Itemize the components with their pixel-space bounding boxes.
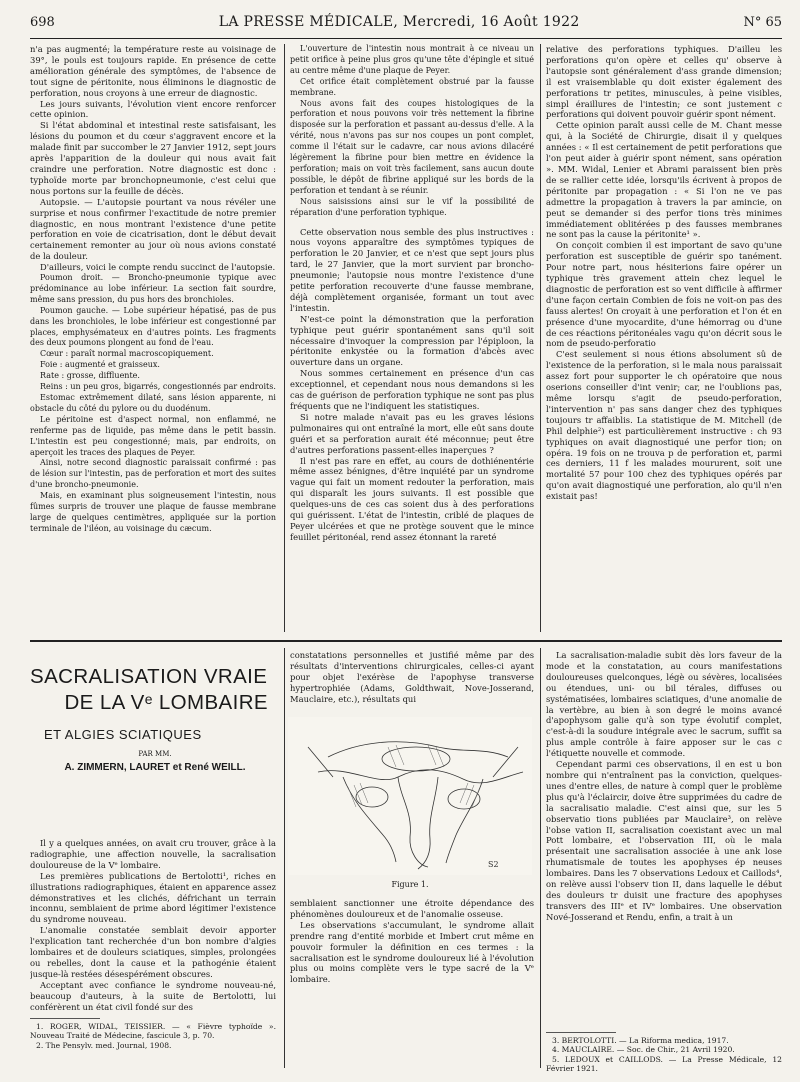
figure-background bbox=[288, 717, 532, 875]
paragraph: Poumon droit. — Broncho-pneumonie typique avec prédominance au lobe inférieur. La section fait sourdre, même sans pression, du pus hors des bronchioles. bbox=[30, 273, 276, 304]
article-column-2-top bbox=[290, 650, 534, 714]
page-header bbox=[30, 14, 782, 38]
paragraph: Nous avons fait des coupes histologiques de la perforation et nous pouvons voir très nettement la fibrine disposée sur la perforation et passant au-dessus d'elle. A la vérité, nous n'avons pas sur nos coupes un pont complet, comme il l'était sur le cadavre, car nous avions dilacéré légèrement la fibrine pour bien mettre en évidence la perforation; mais on voit très facilement, sans aucun doute possible, le dépôt de fibrine appliqué sur les bords de la perforation et tendant à se réunir. bbox=[290, 98, 534, 195]
paragraph: Cette observation nous semble des plus instructives : nous voyons apparaître des symptômes typiques de perforation le 20 Janvier, et ce n'est que sept jours plus tard, le 27 Janvier, que la mort survient par broncho-pneumonie; l'autopsie nous montre l'existence d'une petite perforation recouverte d'une fausse membrane, déjà complètement organisée, formant un tout avec l'intestin. bbox=[290, 226, 534, 313]
paragraph: Si notre malade n'avait pas eu les graves lésions pulmonaires qui ont entraîné la mort, elle eût sans doute guéri et sa perforation aurait été méconnue; peut être d'autres perforations passent-elles inaperçues ? bbox=[290, 411, 534, 455]
paragraph: Cependant parmi ces observations, il en est u bon nombre qui n'entraînent pas la conviction, quelques-unes d'entre elles, de nature à compl quer le problème plus qu'à l'éclaircir, doive être supprimées du cadre de la sacralisatio maladie. C'est ainsi que, sur les 5 observatio tions publiées par Mauclaire³, on relève l'obse vation II, sacralisation coexistant avec un mal Pott lombaire, et l'observation III, où le mala présentait une sacralisation associée à une ank lose rhumatismale de toutes les apophyses ép neuses lombaires. Dans les 7 observations Ledoux et Caillods⁴, on relève aussi l'observ tion II, dans laquelle le début des douleurs tr duisit une fracture des apophyses transvers des IIIᵉ et IVᵉ lombaires. Une observation Nové-Josserand et Rendu, enfin, a trait à un bbox=[546, 759, 782, 922]
paragraph: relative des perforations typhiques. D'ailleu les perforations qu'on opère et celles qu' observe à l'autopsie sont généralement d'ass grande dimension; il est vraisemblable qu doit exister également des perforations tr petites, minuscules, à peine visibles, simpl éraillures de l'intestin; ce sont justement c perforations qui doivent pouvoir guérir spont nément. bbox=[546, 44, 782, 120]
footnote: 4. MAUCLAIRE. — Soc. de Chir., 21 Avril 1920. bbox=[552, 1045, 735, 1055]
paragraph: Il n'est pas rare en effet, au cours de dothiénentérie même assez bénignes, d'être inquiété par un syndrome vague qui fait un moment redouter la perforation, mais qui disparaît les jours suivants. Il est possible que quelques-uns de ces cas soient dus à des perforations qui guérissent. L'état de l'intestin, criblé de plaques de Peyer ulcérées et que ne protège souvent que le mince feuillet péritonéal, rend assez étonnant la rareté bbox=[290, 455, 534, 542]
paragraph: D'ailleurs, voici le compte rendu succinct de l'autopsie. bbox=[40, 262, 276, 273]
paragraph: Autopsie. — L'autopsie pourtant va nous révéler une surprise et nous confirmer l'exactitude de notre premier diagnostic, en nous montrant l'existence d'une petite perforation en voie de cicatrisation, dont le début devait certainement remonter au jour où nous avions constaté de la douleur. bbox=[30, 196, 276, 262]
paragraph: Foie : augmenté et graisseux. bbox=[40, 360, 160, 370]
article-column-3 bbox=[546, 650, 782, 1028]
figure-caption: Figure 1. bbox=[391, 880, 429, 889]
paragraph: Les jours suivants, l'évolution vient encore renforcer cette opinion. bbox=[30, 98, 276, 120]
paragraph: Les observations s'accumulant, le syndrome allait prendre rang d'entité morbide et Imbert crut même en pouvoir formuler la définition en ces termes : la sacralisation est le syndrome douloureux lié à l'évolution plus ou moins complète vers le type sacré de la Vᵉ lombaire. bbox=[290, 919, 534, 985]
paragraph: L'ouverture de l'intestin nous montrait à ce niveau un petit orifice à peine plus gros qu'une tête d'épingle et situé au centre même d'une plaque de Peyer. bbox=[290, 44, 534, 75]
page-number: 698 bbox=[30, 15, 55, 30]
paragraph: Si l'état abdominal et intestinal reste satisfaisant, les lésions du poumon et du cœur s'aggravent encore et la malade finit par succomber le 27 Janvier 1912, sept jours après l'apparition de la douleur qui nous avait fait craindre une perforation. Notre diagnostic est donc : typhoïde morte par bronchopneumonie, c'est celui que nous portons sur la feuille de décès. bbox=[30, 120, 276, 196]
article-subtitle: ET ALGIES SCIATIQUES bbox=[44, 727, 202, 742]
paragraph: Le péritoine est d'aspect normal, non enflammé, ne renferme pas de liquide, pas même dans le petit bassin. L'intestin est peu congestionné; mais, par endroits, on aperçoit les traces des plaques de Peyer. bbox=[30, 414, 276, 457]
header-rule bbox=[30, 38, 782, 39]
article-column-1-footnotes bbox=[30, 1022, 276, 1058]
paragraph: La sacralisation-maladie subit dès lors faveur de la mode et la constatation, au cours manifestations douloureuses quelconques, légè ou sévères, localisées ou étendues, uni- ou bil térales, diffuses ou systématisées, lombaires sciatiques, d'une anomalie de la vertèbre, au bien à son degré le moins avancé d'apophysom galie qu'à son type évolutif complet, c'est-à-di la soudure intégrale avec le sacrum, suffit sa plus ample contrôle à faire apposer sur le cas c l'étiquette nouvelle et commode. bbox=[546, 650, 782, 759]
footnote: 2. The Pensylv. med. Journal, 1908. bbox=[36, 1040, 172, 1050]
footnote-rule bbox=[30, 1018, 100, 1019]
paragraph: Ainsi, notre second diagnostic paraissait confirmé : pas de lésion sur l'intestin, pas de perforation et mort des suites d'une broncho-pneumonie. bbox=[30, 458, 276, 490]
paragraph: Les premières publications de Bertolotti¹, riches en illustrations radiographiques, étaient en apparence assez démonstratives et les clichés, défrichant un terrain inconnu, semblaient de prime abord légitimer l'existence du syndrome nouveau. bbox=[30, 870, 276, 925]
upper-column-1 bbox=[30, 44, 276, 632]
article-column-3-footnotes bbox=[546, 1036, 782, 1076]
footnote: 1. ROGER, WIDAL, TEISSIER. — « Fièvre typhoïde ». Nouveau Traité de Médecine, fascicule 3, p. 70. bbox=[30, 1022, 276, 1041]
paragraph: Nous sommes certainement en présence d'un cas exceptionnel, et cependant nous nous demandons si les cas de guérison de perforation typhique ne sont pas plus fréquents que ne l'indiquent les statistiques. bbox=[290, 368, 534, 411]
paragraph: C'est seulement si nous étions absolument sû de l'existence de la perforation, si le mala nous paraissait assez fort pour supporter le ch opératoire que nous oserions conseiller d'int venir; car, ne l'oublions pas, même lorsqu s'agit de pseudo-perforation, l'intervention n' pas sans danger chez des typhiques toujours tr affaiblis. La statistique de M. Mitchell (de Phil delphie²) est particulièrement instructive : ch 93 typhiques on avait diagnostiqué une perfor tion; on opéra. 19 fois on ne trouva p de perforation et, parmi ces derniers, 11 f les malades moururent, soit une mortalité 57 pour 100 chez des typhiques opérés par qu'on avait diagnostiqué une perforation, alo qu'il n'en existait pas! bbox=[546, 349, 782, 502]
paragraph: Poumon gauche. — Lobe supérieur hépatisé, pas de pus dans les bronchioles, le lobe inférieur est congestionné par places, emphysémateux en d'autres points. Les fragments des deux poumons plongent au fond de l'eau. bbox=[30, 305, 276, 348]
article-title-line-2: DE LA Vᵉ LOMBAIRE bbox=[64, 691, 268, 714]
paragraph: constatations personnelles et justifié même par des résultats d'interventions chirurgicales, celles-ci ayant pour objet l'exérèse de l'apophyse transverse hypertrophiée (Adams, Goldthwait, Nove-Josserand, Mauclaire, etc.), résultats qui bbox=[290, 650, 534, 704]
footnote-rule bbox=[546, 1032, 616, 1033]
paragraph: Reins : un peu gros, bigarrés, congestionnés par endroits. bbox=[40, 382, 276, 392]
paragraph: Il y a quelques années, on avait cru trouver, grâce à la radiographie, une affection nouvelle, la sacralisation douloureuse de la Vᵉ lombaire. bbox=[30, 838, 276, 870]
paragraph: Nous saisissions ainsi sur le vif la possibilité de réparation d'une perforation typhique. bbox=[290, 196, 534, 217]
upper-column-2 bbox=[290, 44, 534, 632]
authors: A. ZIMMERN, LAURET et René WEILL. bbox=[64, 762, 246, 773]
paragraph: Acceptant avec confiance le syndrome nouveau-né, beaucoup d'auteurs, à la suite de Bertolotti, lui conférèrent un état civil fondé sur des bbox=[30, 979, 276, 1012]
paragraph: L'anomalie constatée semblait devoir apporter l'explication tant recherchée d'un bon nombre d'algies lombaires et de douleurs sciatiques, simples, prolongées ou rebelles, dont la cause et la pathogénie étaient jusque-là restées désespérément obscures. bbox=[30, 925, 276, 979]
paragraph: N'est-ce point la démonstration que la perforation typhique peut guérir spontanément sans qu'il soit nécessaire d'invoquer la compression par l'épiploon, la péritonite enkystée ou la formation d'abcès avec ouverture dans un organe. bbox=[290, 313, 534, 368]
article-title-block bbox=[30, 665, 280, 773]
column-divider bbox=[284, 648, 285, 1068]
footnote: 3. BERTOLOTTI. — La Riforma medica, 1917. bbox=[552, 1036, 729, 1045]
footnote: 5. LEDOUX et CAILLODS. — La Presse Médicale, 12 Février 1921. bbox=[546, 1054, 782, 1074]
section-divider bbox=[30, 640, 782, 642]
figure-mark: S2 bbox=[488, 860, 499, 869]
paragraph: Estomac extrêmement dilaté, sans lésion apparente, ni obstacle du côté du pylore ou du duodénum. bbox=[30, 393, 276, 413]
radiograph-figure bbox=[288, 717, 532, 875]
article-column-2-bottom bbox=[290, 898, 534, 1064]
column-divider bbox=[540, 648, 541, 1068]
byline-prefix: PAR MM. bbox=[138, 750, 172, 758]
paragraph: Rate : grosse, diffluente. bbox=[40, 371, 140, 381]
paragraph: Cœur : paraît normal macroscopiquement. bbox=[40, 349, 214, 359]
paragraph: semblaient sanctionner une étroite dépendance des phénomènes douloureux et de l'anomalie osseuse. bbox=[290, 898, 534, 919]
paragraph: Mais, en examinant plus soigneusement l'intestin, nous fûmes surpris de trouver une plaque de fausse membrane large de quelques centimètres, appliquée sur la portion terminale de l'iléon, au voisinage du cæcum. bbox=[30, 491, 276, 533]
paragraph: Cet orifice était complètement obstrué par la fausse membrane. bbox=[290, 76, 534, 97]
paragraph: Cette opinion paraît aussi celle de M. Chant messe qui, à la Société de Chirurgie, disait il y quelques années : « Il est certainement de petit perforations que l'on peut aider à guérir spont nément, sans opération ». MM. Widal, Lenier et Abrami paraissent bien près de se rallier cette idée, lorsqu'ils écrivent à propos de péritonite par propagation : « Si l'on ne ve pas admettre la propagation à travers la par amincie, on peut se demander si des perfor tions très minimes immédiatement oblitérées p des fausses membranes ne sont pas la cause la péritonite¹ ». bbox=[546, 120, 782, 240]
column-divider bbox=[540, 44, 541, 632]
article-title-line-1: SACRALISATION VRAIE bbox=[30, 665, 268, 688]
column-divider bbox=[284, 44, 285, 632]
paragraph: On conçoit combien il est important de savo qu'une perforation est susceptible de guérir spo tanément. Pour notre part, nous hésiterions faire opérer un typhique très gravement attein chez lequel le diagnostic de perforation est so vent difficile à affirmer d'une façon certain Combien de fois ne voit-on pas des fauss alertes! On croyait à une perforation et l'on ét en présence d'une myocardite, d'une hémorrag ou d'une de ces réactions péritonéales vagu qu'on décrit sous le nom de pseudo-perforatio bbox=[546, 240, 782, 349]
paragraph: n'a pas augmenté; la température reste au voisinage de 39°, le pouls est toujours rapide. En présence de cette amélioration générale des symptômes, de l'absence de tout signe de péritonite, nous éliminons le diagnostic de perforation, nous croyons à une erreur de diagnostic. bbox=[30, 44, 276, 98]
article-column-1 bbox=[30, 838, 276, 1012]
journal-running-title: LA PRESSE MÉDICALE, Mercredi, 16 Août 1922 bbox=[218, 14, 580, 30]
upper-column-3 bbox=[546, 44, 782, 632]
issue-number: N° 65 bbox=[743, 15, 782, 30]
